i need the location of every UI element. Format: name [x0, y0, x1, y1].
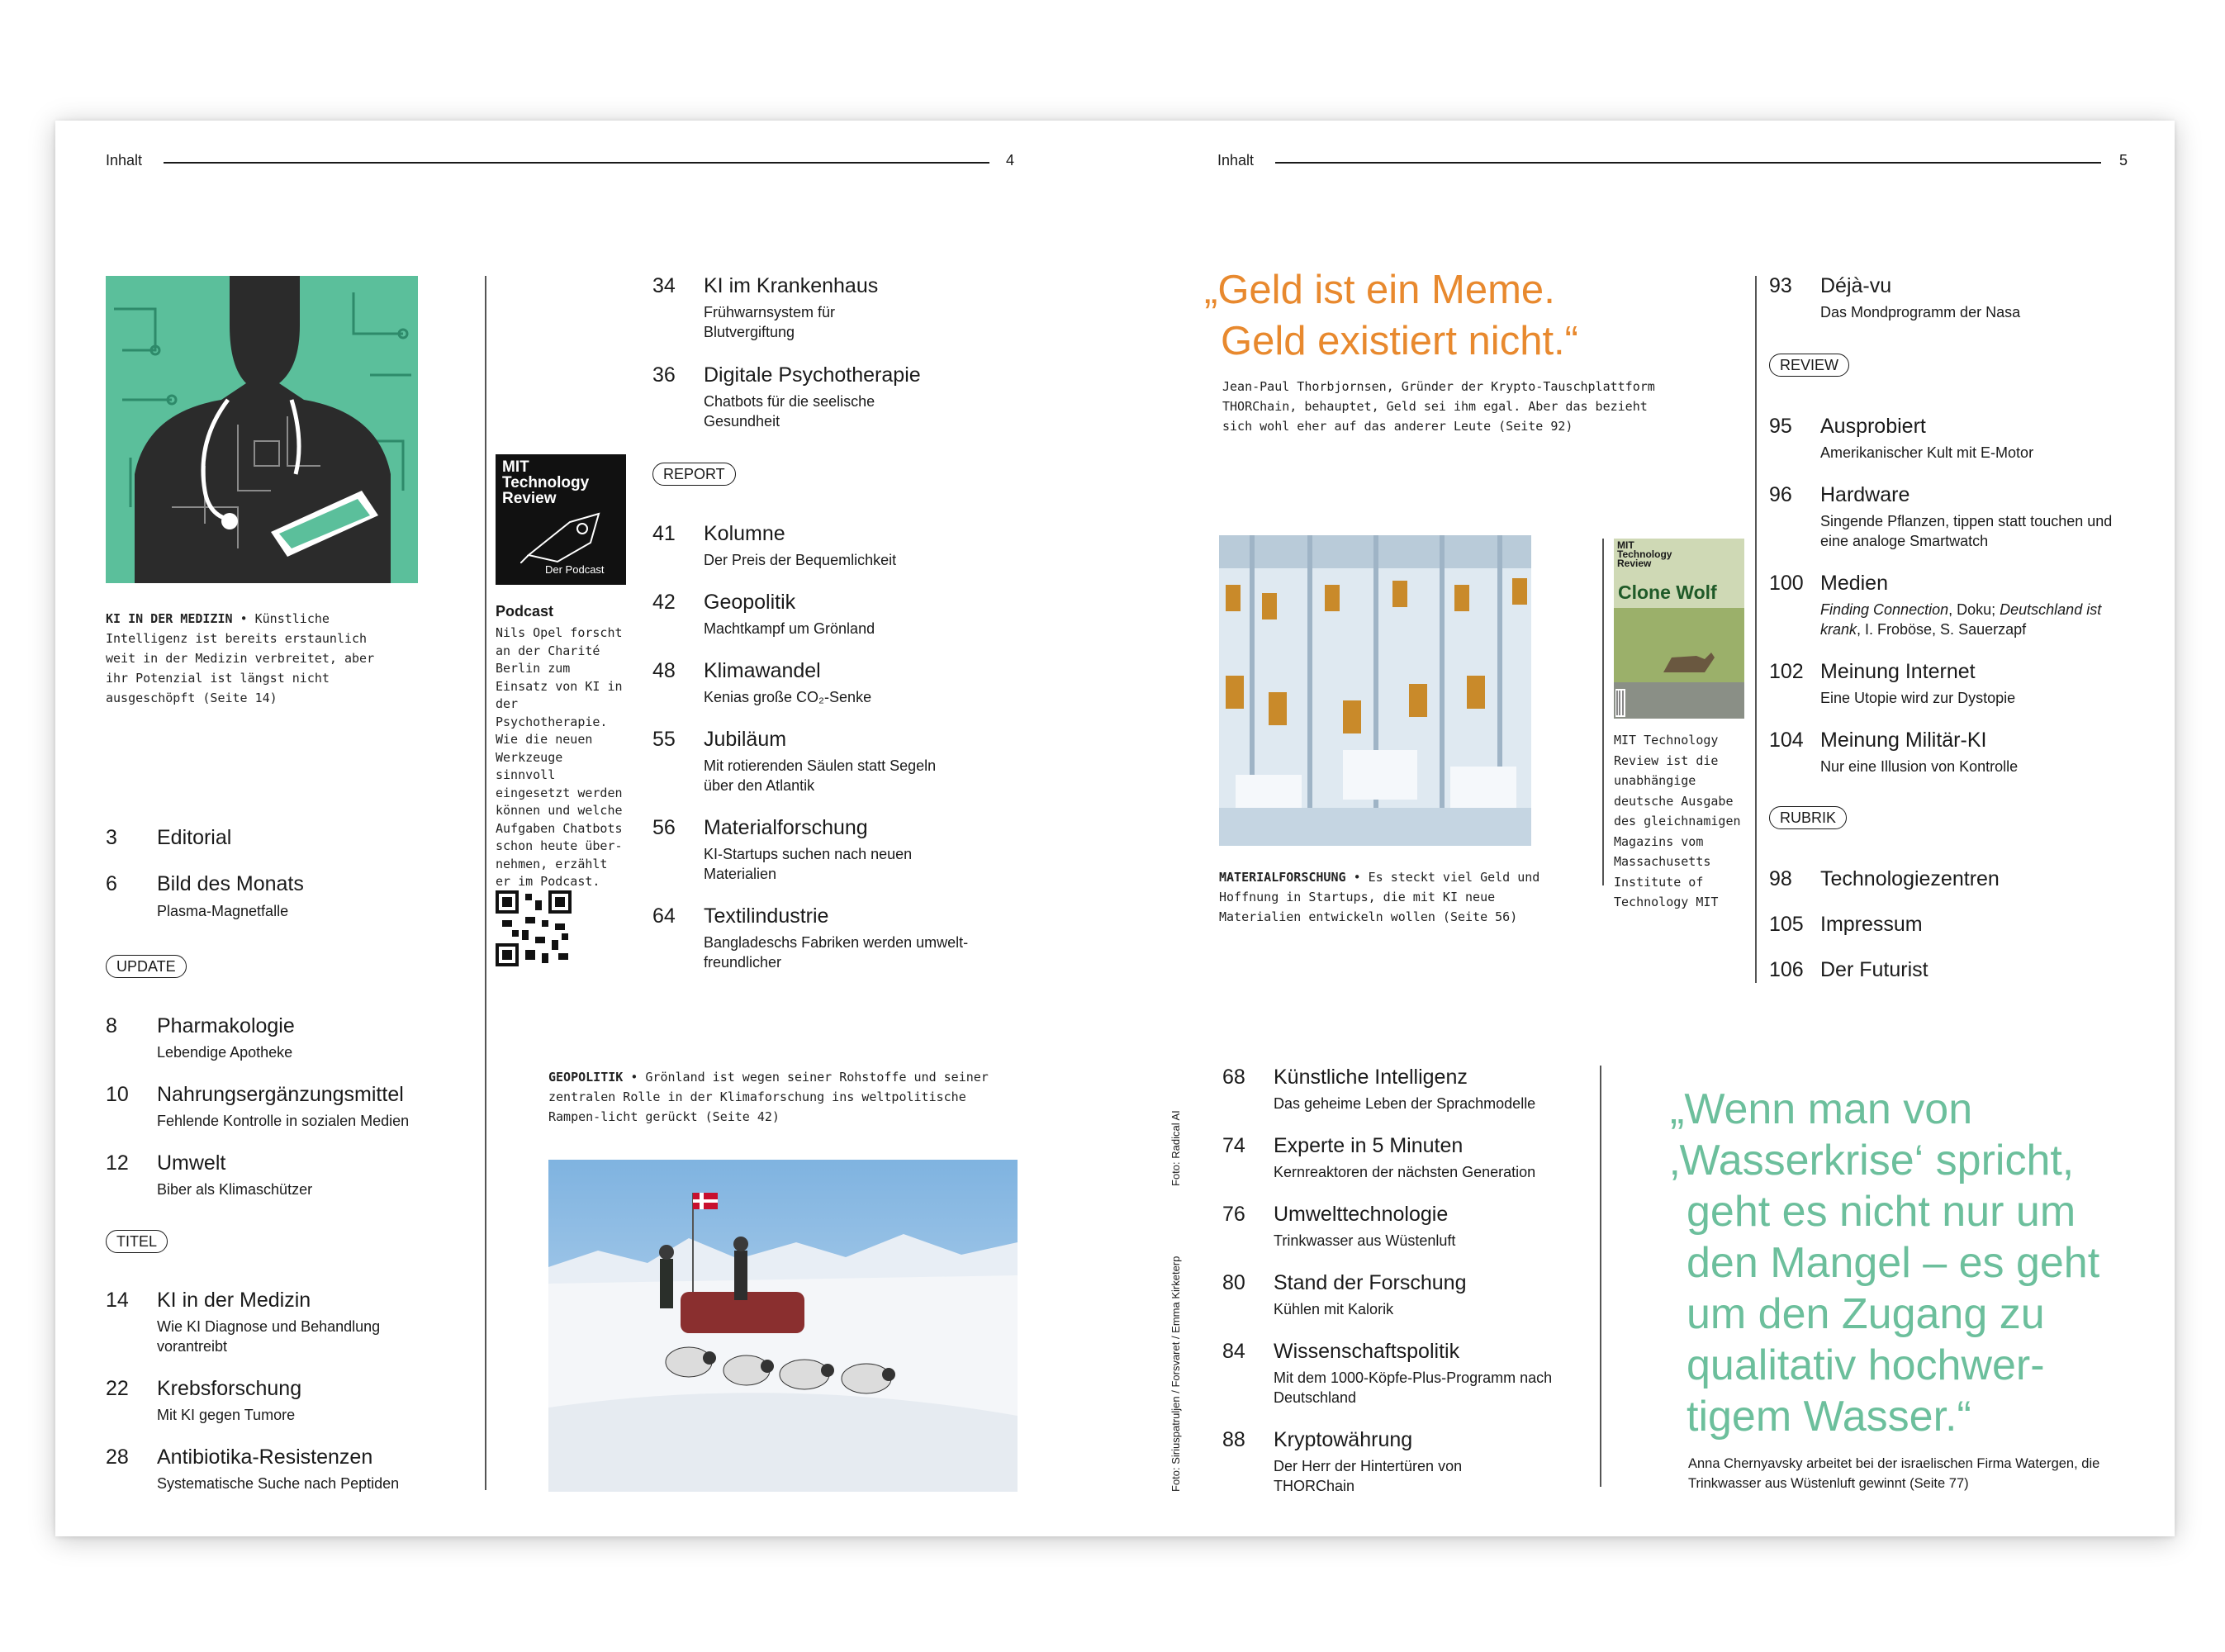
podcast-cover: MIT Technology Review Der Podcast: [496, 454, 626, 585]
magazine-cover-thumbnail[interactable]: MIT Technology Review Clone Wolf: [1614, 539, 1744, 719]
qr-code[interactable]: [496, 890, 572, 966]
left-header-section: Inhalt: [106, 152, 143, 169]
right-lower-divider: [1600, 1066, 1601, 1487]
cover-divider: [1602, 539, 1604, 885]
section-tag-titel: TITEL: [106, 1230, 168, 1253]
section-tag-rubrik: RUBRIK: [1769, 806, 1847, 829]
podcast-text: Nils Opel forscht an der Charité Berlin zum Einsatz von KI in der Psychotherapie. Wie die neuen Werkzeuge sinnvoll eingesetzt werden können und welche Aufgaben Chatbots schon heute über-nehmen, erzählt er im Podcast.: [496, 625, 623, 889]
left-header-rule: [164, 162, 989, 164]
medicine-caption: KI IN DER MEDIZIN • Künstliche Intelligenz ist bereits erstaunlich weit in der Medizin verbreitet, aber ihr Potenzial ist längst nicht ausgeschöpft (Seite 14): [106, 611, 375, 705]
right-page-number: 5: [2119, 152, 2128, 169]
rocket-icon: [520, 506, 619, 563]
medicine-illustration: [106, 276, 418, 583]
left-divider: [485, 276, 486, 1490]
materials-lab-photo: [1219, 535, 1531, 846]
photo-credit-radical-ai: Foto: Radical AI: [1169, 1110, 1182, 1186]
cover-description: MIT Technology Review ist die unabhängige deutsche Ausgabe des gleichnamigen Magazins vom Massachusetts Institute of Technology MIT: [1614, 733, 1741, 909]
quote-money: „Geld ist ein Meme. Geld existiert nicht.“: [1204, 268, 1578, 363]
quote-water: „Wenn man von ‚Wasserkrise‘ spricht, geht es nicht nur um den Mangel – es geht um den Zugang zu qualitativ hochwer- tigem Wasser.“: [1670, 1085, 2100, 1441]
materials-caption: MATERIALFORSCHUNG • Es steckt viel Geld und Hoffnung in Startups, die mit KI neue Materialien entwickeln wollen (Seite 56): [1219, 870, 1540, 924]
right-header-section: Inhalt: [1217, 152, 1255, 169]
quote-money-attribution: Jean-Paul Thorbjornsen, Gründer der Krypto-Tauschplattform THORChain, behauptet, Geld sei ihm egal. Aber das bezieht sich wohl eher auf das anderer Leute (Seite 92): [1222, 379, 1655, 434]
geopolitik-caption: GEOPOLITIK • Grönland ist wegen seiner Rohstoffe und seiner zentralen Rolle in der Klimaforschung ins weltpolitische Rampen-licht gerückt (Seite 42): [548, 1070, 989, 1124]
quote-water-attribution: Anna Chernyavsky arbeitet bei der israelischen Firma Watergen, die Trinkwasser aus Wüstenluft gewinnt (Seite 77): [1688, 1456, 2100, 1491]
left-page-number: 4: [1006, 152, 1015, 169]
section-tag-review: REVIEW: [1769, 354, 1849, 377]
photo-credit-greenland: Foto: Siriuspatruljen / Forsvaret / Emma Kirketerp: [1169, 1256, 1182, 1492]
podcast-heading: Podcast: [496, 603, 554, 620]
greenland-photo: [548, 1160, 1018, 1492]
section-tag-report: REPORT: [652, 463, 736, 486]
right-upper-divider: [1755, 276, 1757, 983]
right-header-rule: [1275, 162, 2101, 164]
section-tag-update: UPDATE: [106, 955, 187, 978]
